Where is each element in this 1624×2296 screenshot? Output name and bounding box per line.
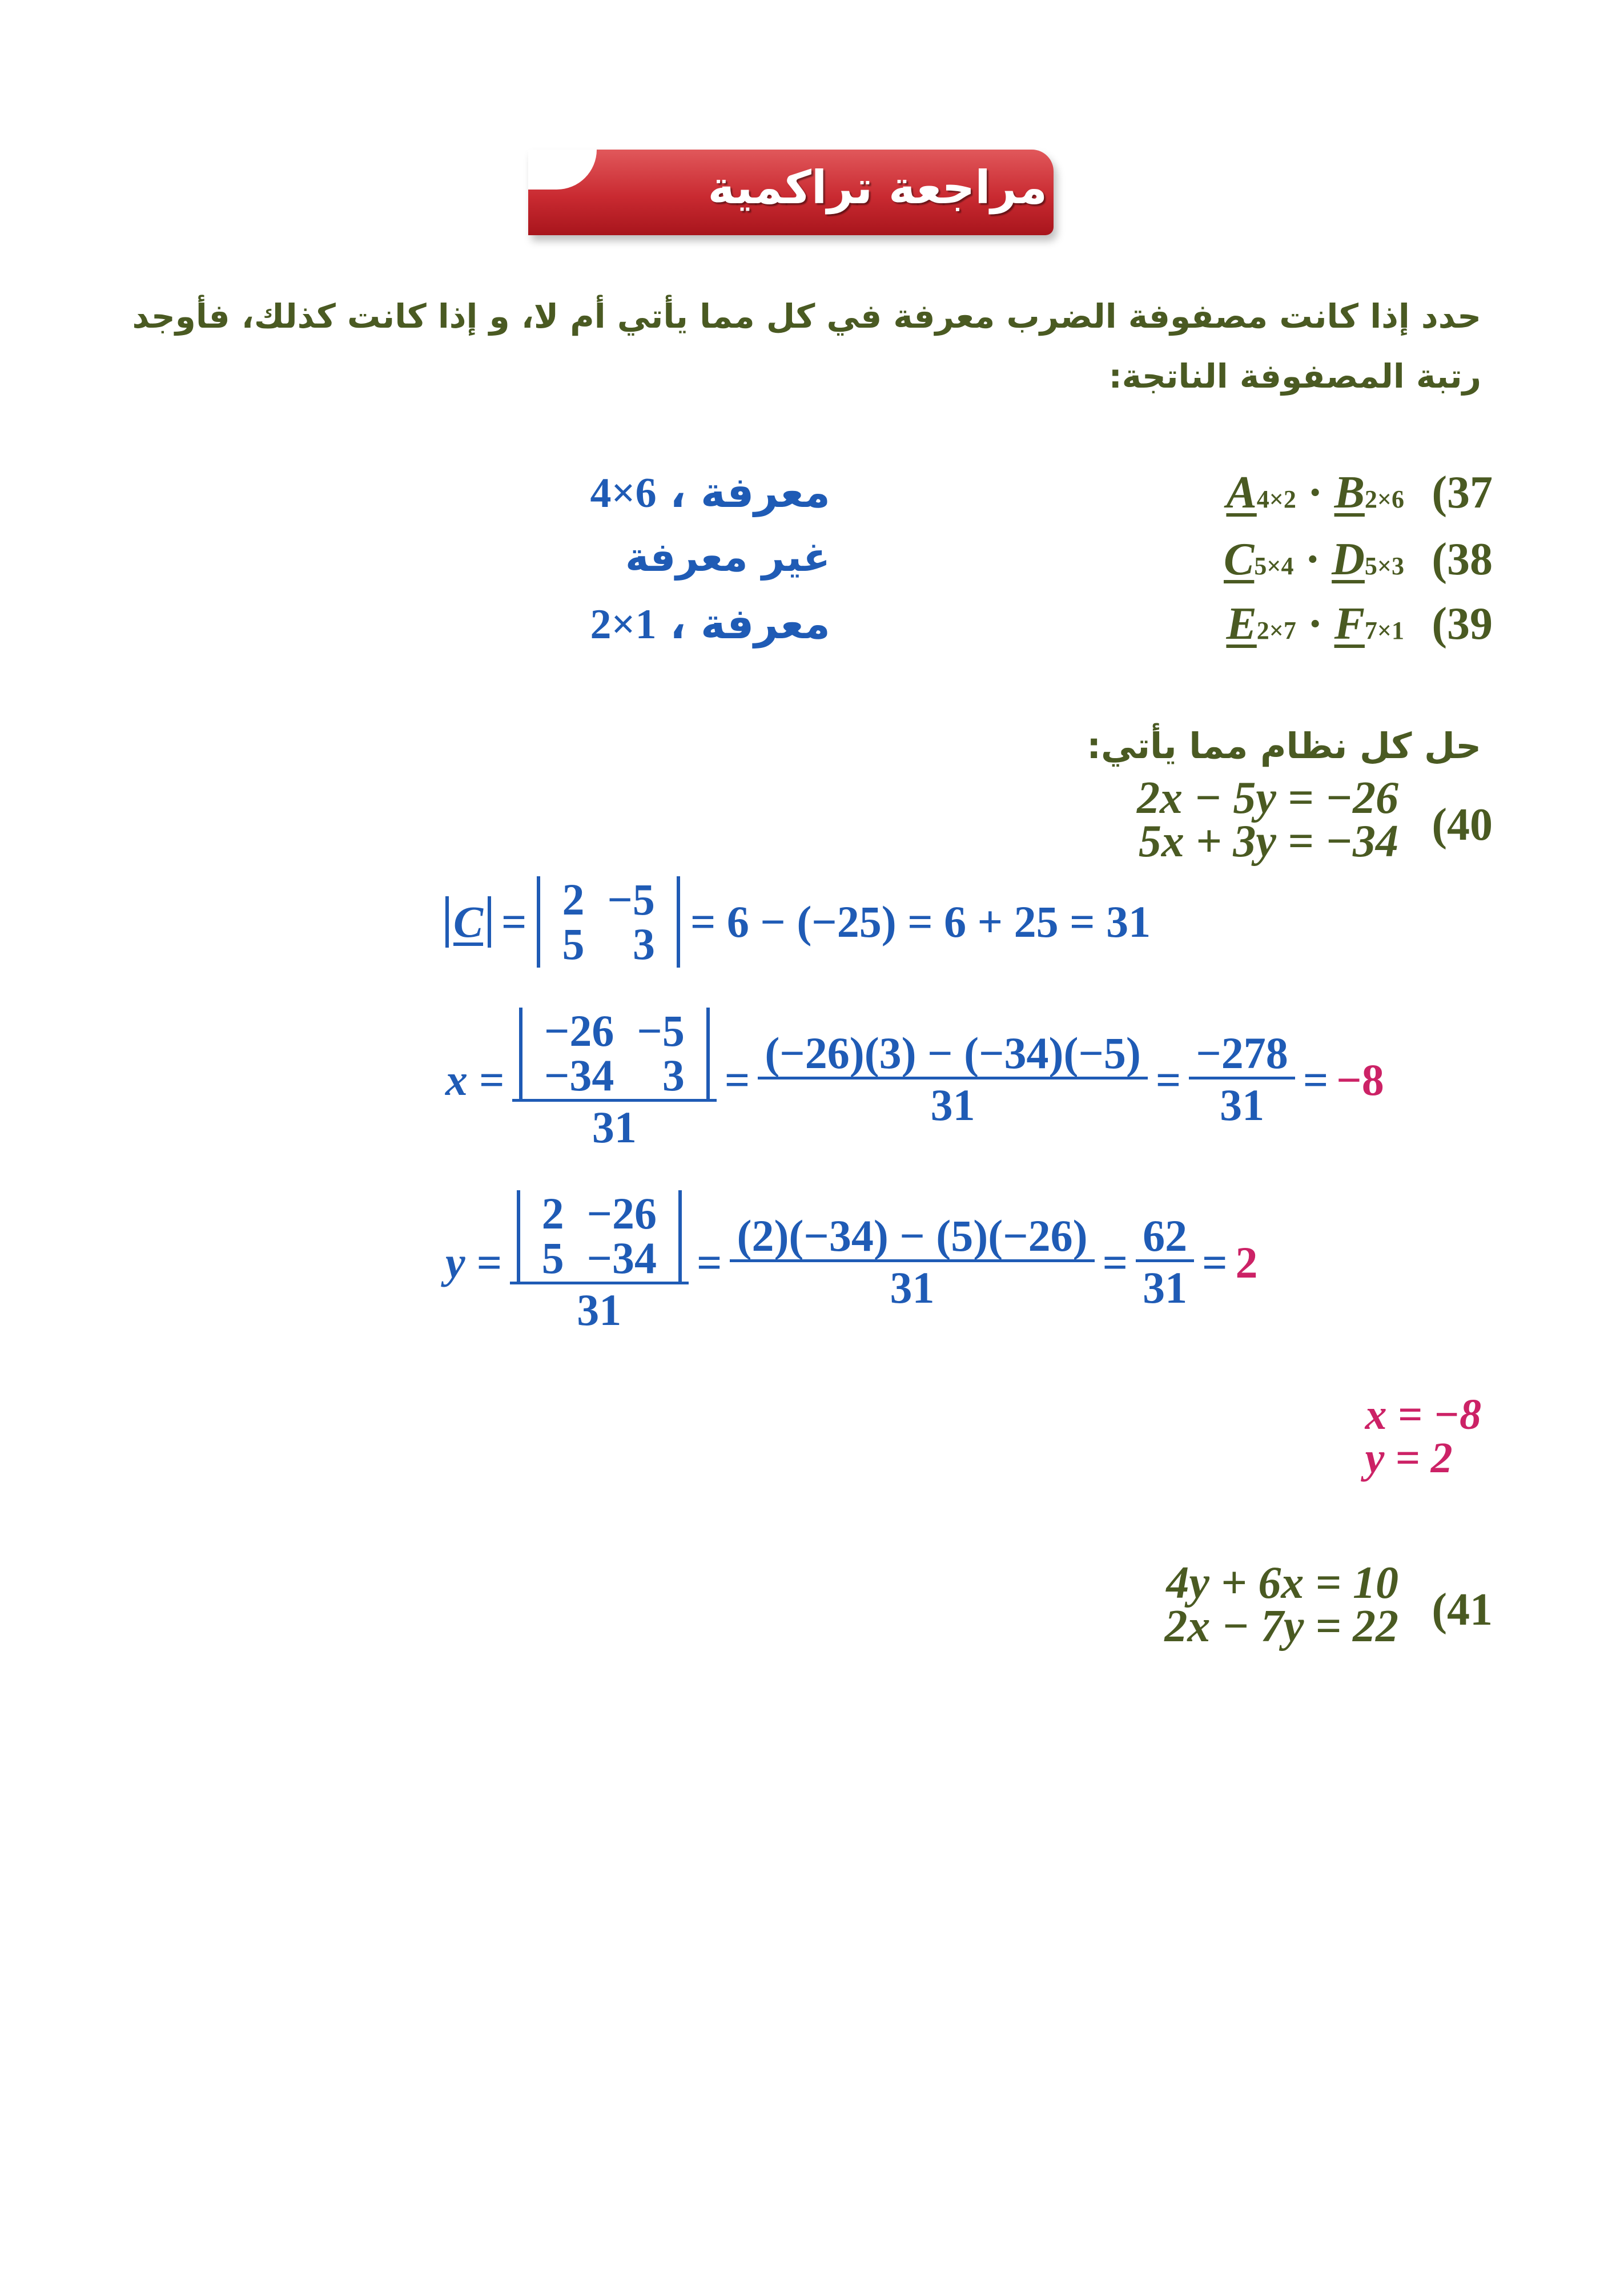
problem-39-answer: معرفة ، 2×1 (590, 599, 830, 648)
det-c-line: C = 2 −5 5 3 = 6 − (−25) = 6 + 25 = 31 (445, 876, 1151, 968)
matrix-E: E (1226, 599, 1257, 649)
equation-1: 4y + 6x = 10 (1166, 1558, 1398, 1608)
matrix-C: C (1224, 534, 1255, 585)
matrix-c-determinant: 2 −5 5 3 (537, 876, 680, 968)
problem-38-answer: غير معرفة (625, 534, 830, 581)
problem-38-number: (38 (1432, 534, 1493, 585)
problem-37-expression: A4×2 · B2×6 (1226, 468, 1404, 518)
matrix-D: D (1332, 534, 1365, 585)
det-c-result: = 6 − (−25) = 6 + 25 = 31 (690, 897, 1151, 946)
y-solution-line: y = 2 −26 5 −34 31 = $\frac{(2)(-34) - (5)(-26)}{31}$ = $\frac{62}{31}$ = 2 (445, 1189, 1258, 1335)
matrix-B: B (1334, 468, 1365, 518)
equation-2: 5x + 3y = −34 (1138, 816, 1398, 867)
problem-40-number: (40 (1432, 800, 1493, 850)
section-title: مراجعة تراكمية (708, 161, 1047, 214)
problem-40-system (1136, 773, 1398, 867)
equation-1: 2x − 5y = −26 (1136, 773, 1398, 823)
systems-heading: حل كل نظام مما يأتي: (1087, 725, 1481, 767)
problem-38-expression: C5×4 · D5×3 (1224, 534, 1404, 585)
x-result: −8 (1336, 1055, 1384, 1105)
equation-2: 2x − 7y = 22 (1164, 1601, 1398, 1651)
problem-41-number: (41 (1432, 1585, 1493, 1635)
problem-37-answer: معرفة ، 4×6 (590, 468, 830, 517)
problem-37-number: (37 (1432, 468, 1493, 518)
x-solution-line: x = −26 −5 −34 3 31 = $\frac{(-26)(3) - (-34)(-5)}{31}$ = $\frac{-278}{31}$ = −8 (445, 1006, 1384, 1152)
problem-40-solution: x = −8 y = 2 (1365, 1391, 1481, 1482)
problem-39-number: (39 (1432, 599, 1493, 649)
problem-41-system (1164, 1558, 1398, 1651)
matrix-A: A (1226, 468, 1257, 518)
y-result: 2 (1235, 1238, 1258, 1288)
instruction-line-1: حدد إذا كانت مصفوفة الضرب معرفة في كل مما يأتي أم لا، و إذا كانت كذلك، فأوجد (132, 297, 1481, 336)
matrix-F: F (1334, 599, 1365, 649)
instruction-line-2: رتبة المصفوفة الناتجة: (1108, 357, 1481, 396)
problem-39-expression: E2×7 · F7×1 (1226, 599, 1404, 649)
